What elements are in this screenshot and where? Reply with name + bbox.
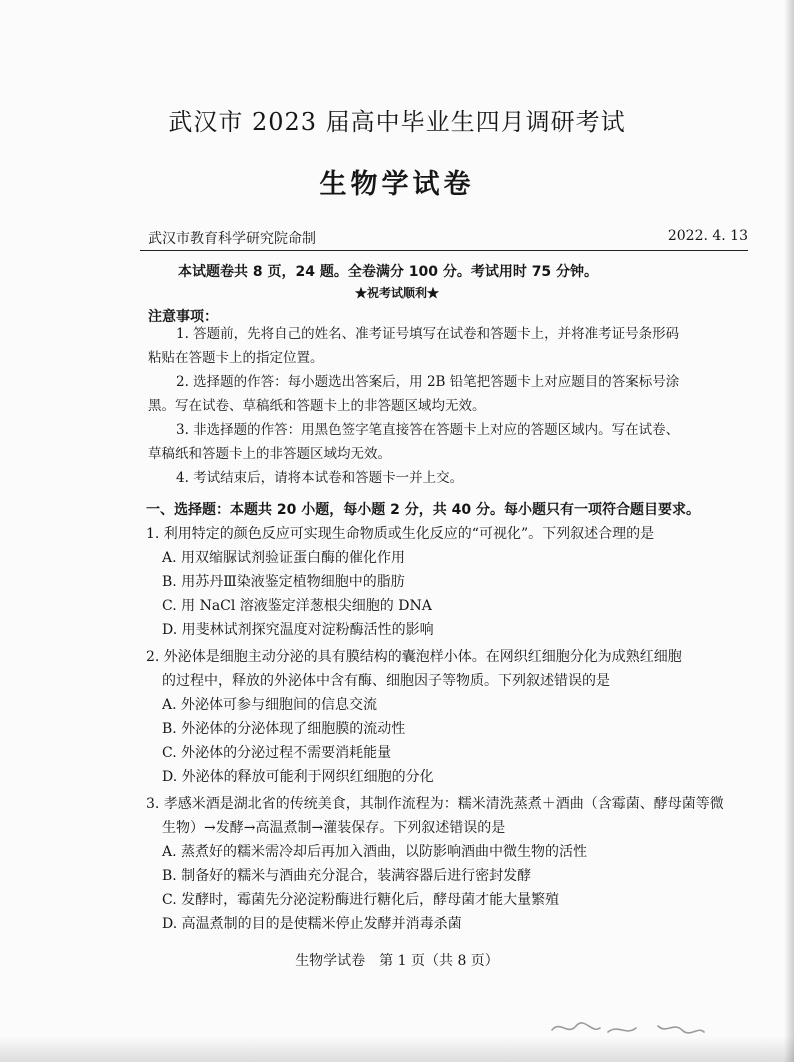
question-2-option-c: C. 外泌体的分泌过程不需要消耗能量 bbox=[162, 745, 392, 761]
exam-info: 本试题卷共 8 页，24 题。全卷满分 100 分。考试用时 75 分钟。 bbox=[178, 264, 599, 280]
publisher: 武汉市教育科学研究院命制 bbox=[148, 231, 316, 247]
question-2-option-d: D. 外泌体的释放可能利于网织红细胞的分化 bbox=[162, 769, 434, 785]
question-3-option-d: D. 高温煮制的目的是使糯米停止发酵并消毒杀菌 bbox=[162, 916, 462, 932]
page-footer: 生物学试卷 第 1 页（共 8 页） bbox=[295, 953, 499, 969]
notice-line: 草稿纸和答题卡上的非答题区域均无效。 bbox=[148, 446, 391, 462]
notice-line: 2. 选择题的作答：每小题选出答案后，用 2B 铅笔把答题卡上对应题目的答案标号涂 bbox=[176, 374, 680, 390]
exam-subtitle: 生物学试卷 bbox=[319, 169, 475, 200]
question-3-option-b: B. 制备好的糯米与酒曲充分混合，装满容器后进行密封发酵 bbox=[162, 868, 532, 884]
good-luck-line: ★祝考试顺利★ bbox=[354, 286, 439, 300]
question-3-stem: 3. 孝感米酒是湖北省的传统美食，其制作流程为：糯米清洗蒸煮＋酒曲（含霉菌、酵母菌等微 bbox=[146, 796, 724, 812]
notice-item-2 bbox=[148, 370, 728, 418]
question-1-option-c: C. 用 NaCl 溶液鉴定洋葱根尖细胞的 DNA bbox=[162, 598, 432, 614]
question-3-option-a: A. 蒸煮好的糯米需冷却后再加入酒曲，以防影响酒曲中微生物的活性 bbox=[162, 844, 588, 860]
question-3-stem-cont: 生物）→发酵→高温煮制→灌装保存。下列叙述错误的是 bbox=[162, 820, 506, 836]
notice-item-1 bbox=[148, 322, 728, 370]
question-3-option-c: C. 发酵时，霉菌先分泌淀粉酶进行糖化后，酵母菌才能大量繁殖 bbox=[162, 892, 560, 908]
exam-title: 武汉市 2023 届高中毕业生四月调研考试 bbox=[168, 108, 626, 136]
notice-line: 1. 答题前，先将自己的姓名、准考证号填写在试卷和答题卡上，并将准考证号条形码 bbox=[176, 326, 680, 342]
question-2-stem: 2. 外泌体是细胞主动分泌的具有膜结构的囊泡样小体。在网织红细胞分化为成熟红细胞 bbox=[146, 649, 682, 665]
notice-line: 3. 非选择题的作答：用黑色签字笔直接答在答题卡上对应的答题区域内。写在试卷、 bbox=[176, 422, 680, 438]
question-2-option-b: B. 外泌体的分泌体现了细胞膜的流动性 bbox=[162, 721, 406, 737]
notice-heading: 注意事项： bbox=[148, 309, 218, 325]
scan-edge-shadow bbox=[784, 0, 794, 1062]
exam-date: 2022. 4. 13 bbox=[667, 228, 748, 244]
meta-row bbox=[148, 228, 748, 250]
question-1-option-b: B. 用苏丹Ⅲ染液鉴定植物细胞中的脂肪 bbox=[162, 574, 405, 590]
question-2-stem-cont: 的过程中，释放的外泌体中含有酶、细胞因子等物质。下列叙述错误的是 bbox=[162, 673, 610, 689]
question-1-stem: 1. 利用特定的颜色反应可实现生命物质或生化反应的“可视化”。下列叙述合理的是 bbox=[146, 526, 655, 542]
notice-line: 黑。写在试卷、草稿纸和答题卡上的非答题区域均无效。 bbox=[148, 398, 486, 414]
notice-item-3 bbox=[148, 418, 728, 466]
question-1-option-a: A. 用双缩脲试剂验证蛋白酶的催化作用 bbox=[162, 550, 406, 566]
question-2-option-a: A. 外泌体可参与细胞间的信息交流 bbox=[162, 697, 378, 713]
notice-line: 4. 考试结束后，请将本试卷和答题卡一并上交。 bbox=[176, 470, 464, 486]
section-heading: 一、选择题：本题共 20 小题，每小题 2 分，共 40 分。每小题只有一项符合题目要求。 bbox=[146, 502, 700, 518]
header-divider bbox=[140, 250, 748, 251]
notice-line: 粘贴在答题卡上的指定位置。 bbox=[148, 350, 324, 366]
notice-item-4 bbox=[148, 466, 728, 490]
scan-bottom-shadow bbox=[0, 1036, 794, 1062]
question-1-option-d: D. 用斐林试剂探究温度对淀粉酶活性的影响 bbox=[162, 622, 434, 638]
